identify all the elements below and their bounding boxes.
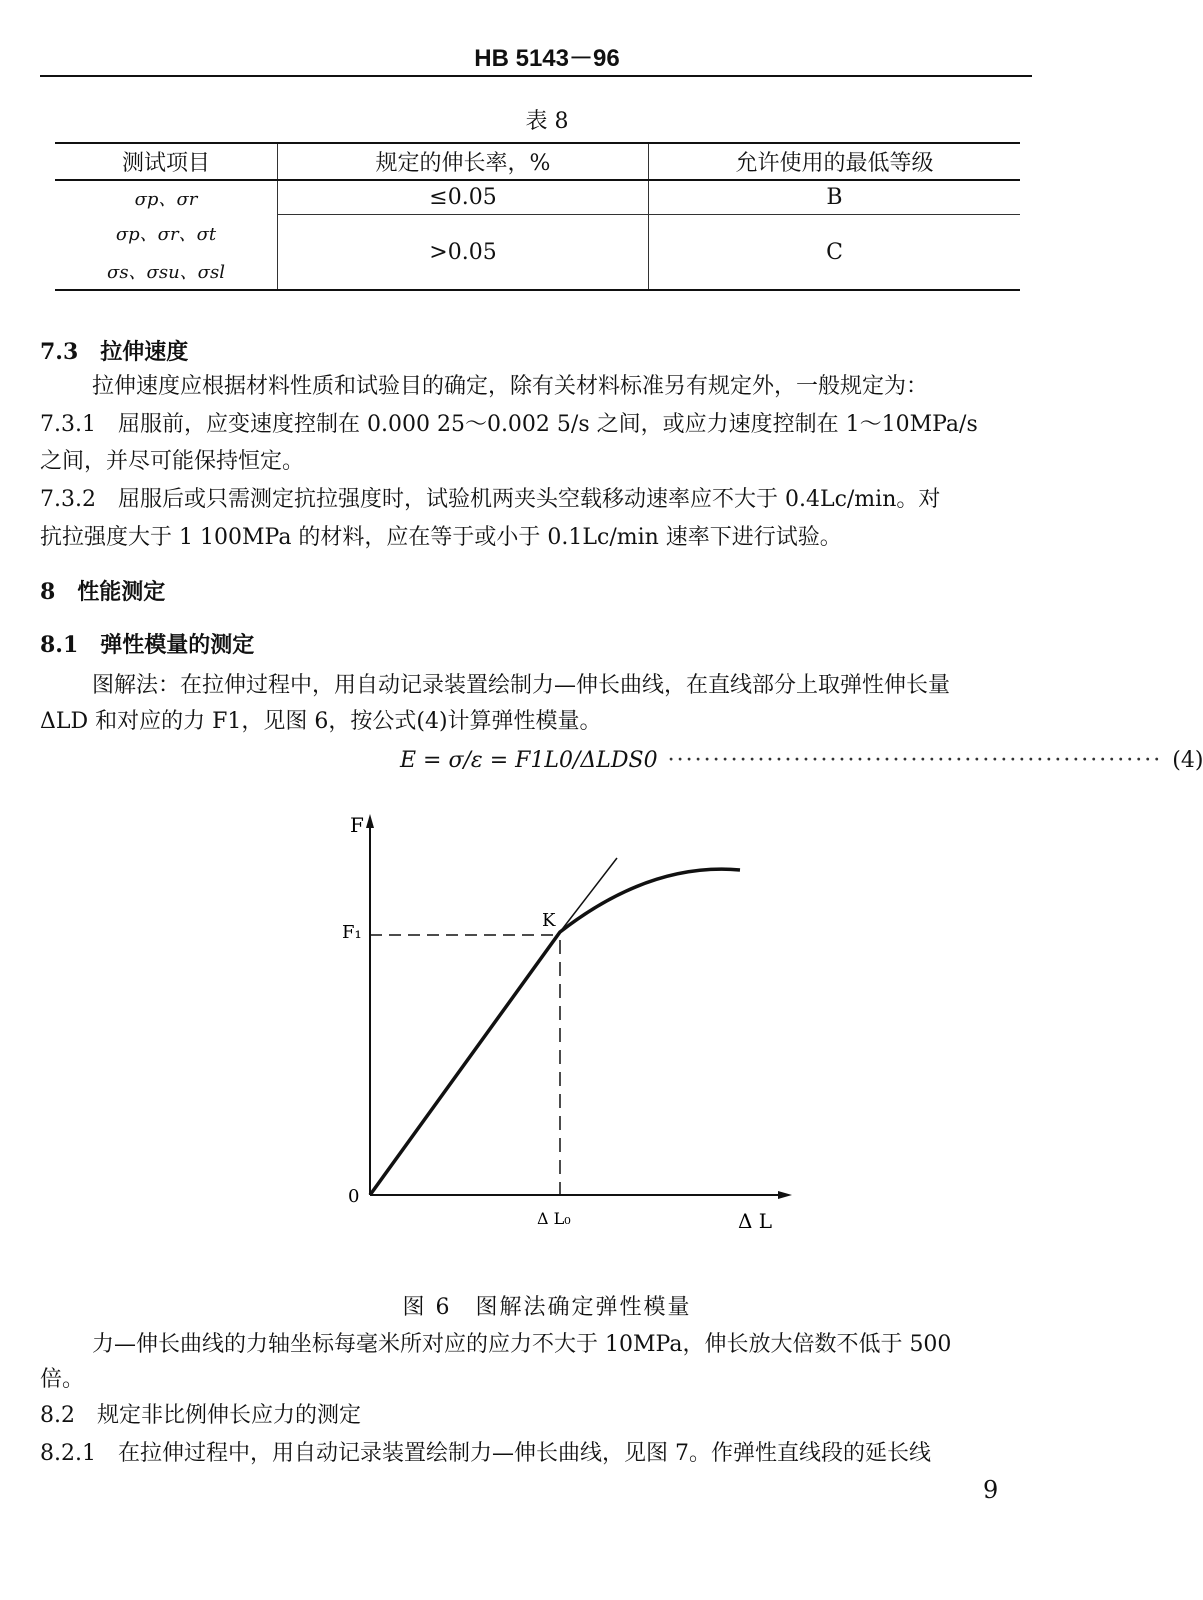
paragraph: 7.3.1 屈服前，应变速度控制在 0.000 25～0.002 5/s 之间，或应力速度控制在 1～10MPa/s (40, 412, 978, 437)
figure-6-chart (330, 810, 810, 1250)
paragraph: 力—伸长曲线的力轴坐标每毫米所对应的应力不大于 10MPa，伸长放大倍数不低于 500 (92, 1332, 952, 1357)
formula-4 (400, 748, 1203, 773)
table-header-rate: 规定的伸长率，% (278, 143, 649, 180)
table-caption: 表 8 (525, 109, 569, 134)
section-8-title: 8 性能测定 (40, 579, 166, 605)
table-cell-rate: >0.05 (278, 215, 649, 291)
tangent-line (560, 858, 617, 932)
paragraph: 之间，并尽可能保持恒定。 (40, 449, 305, 474)
paragraph: 倍。 (40, 1367, 85, 1392)
table-cell-item: σp、σr、σt (115, 223, 217, 245)
formula-leader: ······················································· (667, 748, 1163, 773)
point-k-label: K (542, 910, 556, 931)
dl0-label: Δ L₀ (537, 1209, 571, 1228)
section-8-2-title: 8.2 规定非比例伸长应力的测定 (40, 1403, 361, 1428)
paragraph: 拉伸速度应根据材料性质和试验目的确定，除有关材料标准另有规定外，一般规定为： (92, 374, 929, 399)
paragraph: 8.2.1 在拉伸过程中，用自动记录装置绘制力—伸长曲线，见图 7。作弹性直线段的延长线 (40, 1441, 931, 1466)
formula-number: (4) (1172, 748, 1203, 773)
paragraph: ΔLD 和对应的力 F1，见图 6，按公式(4)计算弹性模量。 (40, 709, 602, 734)
y-axis-arrow-icon (366, 814, 374, 828)
y-axis-label: F (350, 813, 364, 837)
formula-expression: E = σ/ε = F1L0/ΔLDS0 (400, 748, 658, 773)
table-cell-item: σs、σsu、σsl (107, 261, 225, 283)
table-cell-grade: C (649, 215, 1021, 291)
x-axis-label: Δ L (738, 1209, 773, 1233)
paragraph: 7.3.2 屈服后或只需测定抗拉强度时，试验机两夹头空载移动速率应不大于 0.4Lc/min。对 (40, 487, 941, 512)
figure-6-caption: 图 6 图解法确定弹性模量 (402, 1295, 692, 1320)
table-cell-rate: ≤0.05 (278, 180, 649, 215)
x-axis-arrow-icon (778, 1191, 792, 1199)
header-rule (40, 75, 1032, 77)
section-8-1-title: 8.1 弹性模量的测定 (40, 632, 255, 658)
page-number: 9 (983, 1476, 999, 1504)
origin-label: 0 (348, 1186, 360, 1207)
paragraph: 抗拉强度大于 1 100MPa 的材料，应在等于或小于 0.1Lc/min 速率下进行试验。 (40, 525, 842, 550)
document-code: HB 5143－96 (474, 45, 620, 72)
f1-label: F₁ (342, 922, 362, 943)
table-header-item: 测试项目 (55, 143, 278, 180)
table-cell-grade: B (649, 180, 1021, 215)
table-header-grade: 允许使用的最低等级 (649, 143, 1021, 180)
table-cell-item: σp、σr (134, 188, 198, 210)
paragraph: 图解法：在拉伸过程中，用自动记录装置绘制力—伸长曲线，在直线部分上取弹性伸长量 (92, 673, 951, 698)
table-8 (55, 142, 1020, 291)
section-7-3-title: 7.3 拉伸速度 (40, 339, 189, 365)
